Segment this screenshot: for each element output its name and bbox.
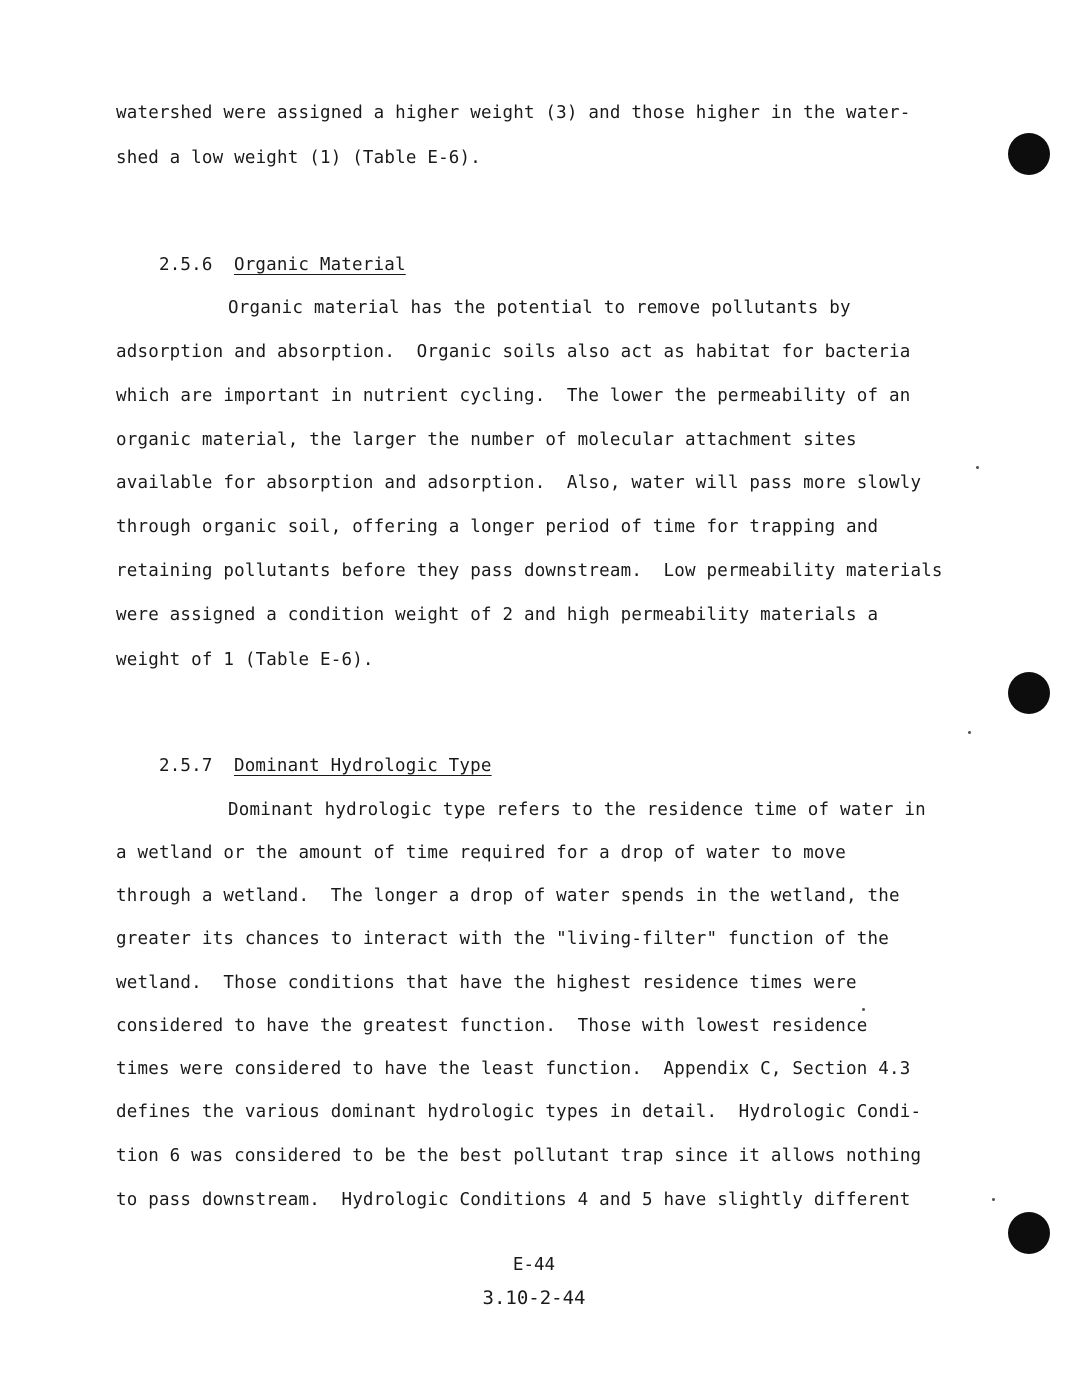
scan-speck xyxy=(968,731,971,734)
paragraph-line: available for absorption and adsorption. Also, water will pass more slowly xyxy=(116,473,922,493)
paragraph-line: adsorption and absorption. Organic soils also act as habitat for bacteria xyxy=(116,342,911,362)
paragraph-line: organic material, the larger the number of molecular attachment sites xyxy=(116,430,857,450)
paragraph-line: were assigned a condition weight of 2 and high permeability materials a xyxy=(116,605,879,625)
paragraph-line: tion 6 was considered to be the best pollutant trap since it allows nothing xyxy=(116,1146,922,1166)
paragraph-line: retaining pollutants before they pass downstream. Low permeability materials xyxy=(116,561,943,581)
scan-speck xyxy=(992,1198,995,1201)
scan-speck xyxy=(862,1008,865,1011)
section-number: 2.5.7 xyxy=(158,756,213,776)
section-heading xyxy=(116,736,492,796)
paragraph-line: wetland. Those conditions that have the highest residence times were xyxy=(116,973,857,993)
section-title: Dominant Hydrologic Type xyxy=(233,756,492,776)
paragraph-line: Organic material has the potential to remove pollutants by xyxy=(228,298,851,318)
paragraph-line: a wetland or the amount of time required for a drop of water to move xyxy=(116,843,847,863)
paragraph-line: greater its chances to interact with the "living-filter" function of the xyxy=(116,929,889,949)
section-heading xyxy=(116,235,406,295)
punch-hole-bottom xyxy=(1008,1212,1050,1254)
paragraph-line: watershed were assigned a higher weight (3) and those higher in the water- xyxy=(116,103,911,123)
paragraph-line: shed a low weight (1) (Table E-6). xyxy=(116,148,482,168)
paragraph-line: which are important in nutrient cycling. The lower the permeability of an xyxy=(116,386,911,406)
punch-hole-top xyxy=(1008,133,1050,175)
document-number: 3.10-2-44 xyxy=(482,1287,586,1309)
paragraph-line: through a wetland. The longer a drop of water spends in the wetland, the xyxy=(116,886,900,906)
punch-hole-middle xyxy=(1008,672,1050,714)
paragraph-line: through organic soil, offering a longer period of time for trapping and xyxy=(116,517,879,537)
paragraph-line: defines the various dominant hydrologic types in detail. Hydrologic Condi- xyxy=(116,1102,922,1122)
section-title: Organic Material xyxy=(233,255,406,275)
paragraph-line: to pass downstream. Hydrologic Conditions 4 and 5 have slightly different xyxy=(116,1190,911,1210)
paragraph-line: times were considered to have the least function. Appendix C, Section 4.3 xyxy=(116,1059,911,1079)
paragraph-line: considered to have the greatest function. Those with lowest residence xyxy=(116,1016,868,1036)
section-number: 2.5.6 xyxy=(158,255,213,275)
page-label: E-44 xyxy=(512,1255,556,1275)
scan-speck xyxy=(976,466,979,469)
paragraph-line: weight of 1 (Table E-6). xyxy=(116,650,374,670)
paragraph-line: Dominant hydrologic type refers to the residence time of water in xyxy=(228,800,926,820)
